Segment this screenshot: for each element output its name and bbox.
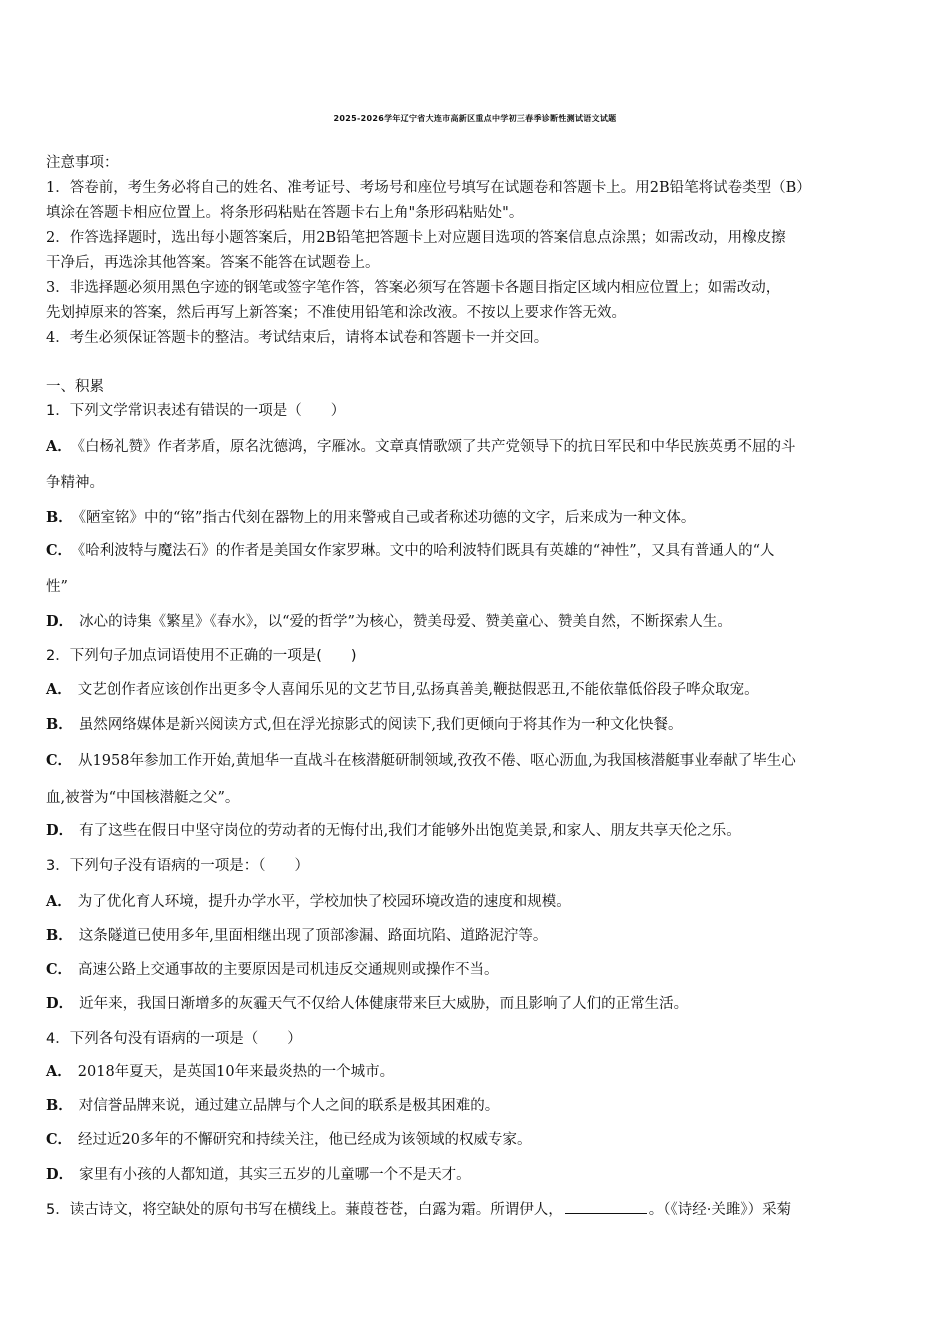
notice-line: 1．答卷前，考生务必将自己的姓名、准考证号、考场号和座位号填写在试题卷和答题卡上。用2B铅笔将试卷类型（B） xyxy=(46,180,811,196)
option-b xyxy=(46,715,682,735)
notice-line: 先划掉原来的答案，然后再写上新答案；不准使用铅笔和涂改液。不按以上要求作答无效。 xyxy=(46,305,626,321)
notice-heading: 注意事项： xyxy=(46,155,119,171)
question-stem: 1．下列文学常识表述有错误的一项是（ ） xyxy=(46,403,346,419)
question-5-text-after: 。（《诗经·关雎》）采菊 xyxy=(648,1202,792,1218)
option-text: 这条隧道已使用多年,里面相继出现了顶部渗漏、路面坑陷、道路泥泞等。 xyxy=(78,928,548,944)
option-text: 虽然网络媒体是新兴阅读方式,但在浮光掠影式的阅读下,我们更倾向于将其作为一种文化快餐。 xyxy=(78,717,683,733)
option-text: 文艺创作者应该创作出更多令人喜闻乐见的文艺节目,弘扬真善美,鞭挞假恶丑,不能依靠低俗段子哗众取宠。 xyxy=(77,682,759,698)
option-a xyxy=(46,437,796,457)
option-d xyxy=(46,821,741,841)
option-continuation: 性” xyxy=(46,579,68,595)
notice-line: 4．考生必须保证答题卡的整洁。考试结束后，请将本试卷和答题卡一并交回。 xyxy=(46,330,549,346)
option-text: 对信誉品牌来说，通过建立品牌与个人之间的联系是极其困难的。 xyxy=(78,1098,500,1114)
option-letter: A． xyxy=(46,438,72,455)
option-text: 《白杨礼赞》作者茅盾，原名沈德鸿，字雁冰。文章真情歌颂了共产党领导下的抗日军民和中华民族英勇不屈的斗 xyxy=(77,439,796,455)
section-heading: 一、积累 xyxy=(46,379,104,395)
question-stem: 3．下列句子没有语病的一项是：（ ） xyxy=(46,858,309,874)
option-c xyxy=(46,751,796,771)
option-text: 家里有小孩的人都知道，其实三五岁的儿童哪一个不是天才。 xyxy=(79,1167,471,1183)
option-a xyxy=(46,1062,394,1082)
option-c xyxy=(46,541,775,561)
option-text: 从1958年参加工作开始,黄旭华一直战斗在核潜艇研制领域,孜孜不倦、呕心沥血,为我国核潜艇事业奉献了毕生心 xyxy=(78,753,796,769)
answer-blank[interactable] xyxy=(565,1199,647,1214)
option-b xyxy=(46,1096,499,1116)
option-letter: C． xyxy=(46,542,73,559)
option-d xyxy=(46,612,732,632)
option-d xyxy=(46,994,688,1014)
notice-line: 填涂在答题卡相应位置上。将条形码粘贴在答题卡右上角"条形码粘贴处"。 xyxy=(46,205,524,221)
option-a xyxy=(46,892,571,912)
option-letter: D． xyxy=(46,995,74,1012)
option-letter: B． xyxy=(46,927,73,944)
option-letter: B． xyxy=(46,1097,73,1114)
option-text: 高速公路上交通事故的主要原因是司机违反交通规则或操作不当。 xyxy=(78,962,499,978)
option-a xyxy=(46,680,759,700)
question-5-text: 5．读古诗文，将空缺处的原句书写在横线上。蒹葭苍苍，白露为霜。所谓伊人， xyxy=(46,1202,563,1218)
option-c xyxy=(46,1130,532,1150)
question-stem: 2．下列句子加点词语使用不正确的一项是( ) xyxy=(46,648,357,664)
option-letter: C． xyxy=(46,1131,73,1148)
option-letter: D． xyxy=(46,822,74,839)
option-c xyxy=(46,960,499,980)
option-continuation: 争精神。 xyxy=(46,475,104,491)
notice-line: 3．非选择题必须用黑色字迹的钢笔或签字笔作答，答案必须写在答题卡各题目指定区域内相应位置上；如需改动， xyxy=(46,280,781,296)
notice-line: 2．作答选择题时，选出每小题答案后，用2B铅笔把答题卡上对应题目选项的答案信息点涂黑；如需改动，用橡皮擦 xyxy=(46,230,786,246)
option-letter: D． xyxy=(46,613,74,630)
option-b xyxy=(46,926,547,946)
option-text: 《陋室铭》中的“铭”指古代刻在器物上的用来警戒自己或者称述功德的文字，后来成为一种文体。 xyxy=(78,510,696,526)
option-d xyxy=(46,1165,471,1185)
option-letter: A． xyxy=(46,681,72,698)
option-letter: B． xyxy=(46,509,73,526)
option-letter: A． xyxy=(46,893,72,910)
option-text: 2018年夏天，是英国10年来最炎热的一个城市。 xyxy=(77,1064,395,1080)
option-text: 有了这些在假日中坚守岗位的劳动者的无悔付出,我们才能够外出饱览美景,和家人、朋友共享天伦之乐。 xyxy=(79,823,741,839)
option-letter: A． xyxy=(46,1063,72,1080)
option-letter: D． xyxy=(46,1166,74,1183)
question-stem: 4．下列各句没有语病的一项是（ ） xyxy=(46,1031,302,1047)
option-text: 近年来，我国日渐增多的灰霾天气不仅给人体健康带来巨大威胁，而且影响了人们的正常生活。 xyxy=(79,996,689,1012)
question-5 xyxy=(46,1199,791,1220)
option-continuation: 血,被誉为“中国核潜艇之父”。 xyxy=(46,790,240,806)
option-letter: C． xyxy=(46,752,73,769)
option-b xyxy=(46,508,695,528)
option-letter: B． xyxy=(46,716,73,733)
option-text: 经过近20多年的不懈研究和持续关注，他已经成为该领域的权威专家。 xyxy=(78,1132,532,1148)
option-text: 为了优化育人环境，提升办学水平，学校加快了校园环境改造的速度和规模。 xyxy=(77,894,571,910)
option-letter: C． xyxy=(46,961,73,978)
option-text: 冰心的诗集《繁星》《春水》，以“爱的哲学”为核心，赞美母爱、赞美童心、赞美自然，不断探索人生。 xyxy=(79,614,732,630)
page-title: 2025-2026学年辽宁省大连市高新区重点中学初三春季诊断性测试语文试题 xyxy=(333,114,617,123)
notice-line: 干净后，再选涂其他答案。答案不能答在试题卷上。 xyxy=(46,255,380,271)
option-text: 《哈利波特与魔法石》的作者是美国女作家罗琳。文中的哈利波特们既具有英雄的“神性”，又具有普通人的“人 xyxy=(78,543,775,559)
